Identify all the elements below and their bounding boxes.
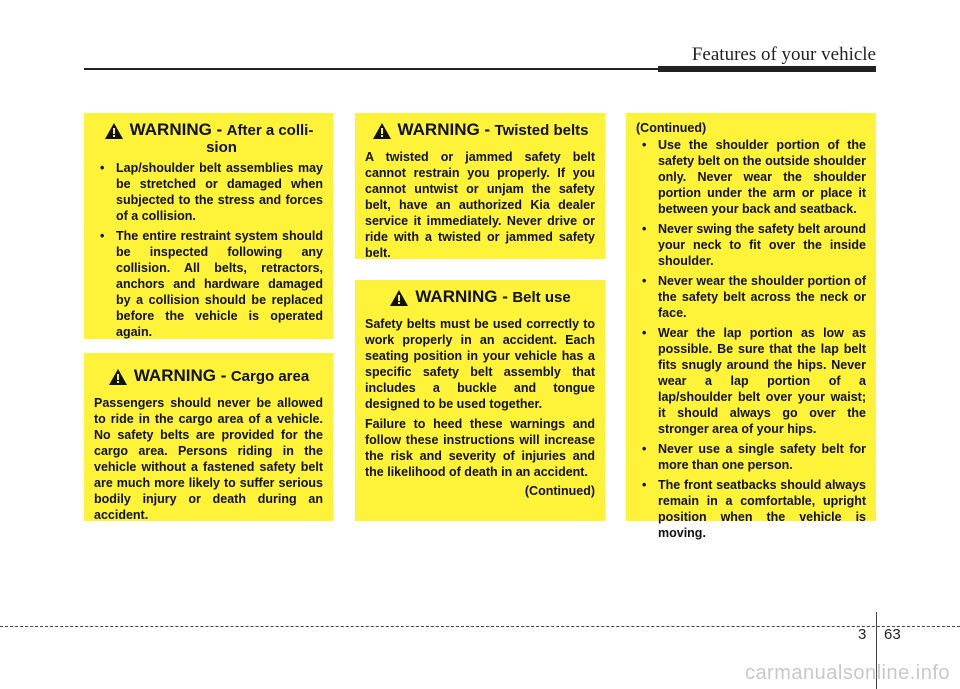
warning-subject: Twisted belts <box>494 122 589 139</box>
list-item: • Never use a single safety belt for more than one person. <box>636 441 866 473</box>
warning-title <box>94 367 323 391</box>
footer-dashed-rule <box>0 626 960 627</box>
header-rule-thick <box>658 66 876 72</box>
warning-word: WARNING - <box>129 120 223 139</box>
warning-body-paragraph: Failure to heed these warnings and follow these instructions will increase the risk and severity of injuries and the likelihood of death in an accident. <box>365 417 595 479</box>
list-item: • Use the shoulder portion of the safety belt on the outside shoulder only. Never wear the shoulder portion under the arm or place it between your back and seatback. <box>636 137 866 217</box>
list-item: • The entire restraint system should be inspected following any collision. All belts, retractors, anchors and hardware damaged by a collision should be replaced before the vehicle is operated again. <box>94 228 323 340</box>
warning-box-twisted-belts <box>355 113 605 259</box>
warning-body: A twisted or jammed safety belt cannot restrain you properly. If you cannot untwist or unjam the safety belt, have an authorized Kia dealer service it immediately. Never drive or ride with a twisted or jammed safety belt. <box>365 150 595 260</box>
warning-subject: Belt use <box>512 289 571 306</box>
warning-word: WARNING - <box>415 287 508 306</box>
warning-title <box>365 288 595 312</box>
warning-subject: After a colli- sion <box>206 122 314 156</box>
list-item: • Wear the lap portion as low as possible. Be sure that the lap belt fits snugly around the hips. Never wear a lap portion of a lap/shoulder belt over your waist; it should always go over the stronger area of your hips. <box>636 325 866 437</box>
warning-box-collision <box>84 113 333 339</box>
continued-label: (Continued) <box>524 484 595 498</box>
warning-word: WARNING - <box>133 366 227 385</box>
page-number: 63 <box>884 626 901 643</box>
list-item: • Never swing the safety belt around your neck to fit over the inside shoulder. <box>636 221 866 269</box>
warning-body-paragraph: Safety belts must be used correctly to work properly in an accident. Each seating position in your vehicle has a specific safety belt assembly that includes a buckle and tongue designed to be used together. <box>365 317 595 411</box>
chapter-number: 3 <box>858 626 867 643</box>
warning-box-belt-use <box>355 280 605 521</box>
warning-triangle-icon <box>389 289 409 312</box>
list-item: • Never wear the shoulder portion of the safety belt across the neck or face. <box>636 273 866 321</box>
continued-label: (Continued) <box>636 121 707 135</box>
list-item: • The front seatbacks should always remain in a comfortable, upright position when the vehicle is moving. <box>636 477 866 541</box>
warning-triangle-icon <box>108 368 128 391</box>
warning-body: Passengers should never be allowed to ride in the cargo area of a vehicle. No safety belts are provided for the cargo area. Persons riding in the vehicle without a fastened safety belt are much more likely to suffer serious bodily injury or death during an accident. <box>94 396 323 522</box>
warning-subject: Cargo area <box>230 368 310 385</box>
list-item: • Lap/shoulder belt assemblies may be stretched or damaged when subjected to the stress and forces of a collision. <box>94 160 323 224</box>
warning-box-cargo <box>84 353 333 521</box>
warning-box-continued <box>626 113 876 540</box>
warning-triangle-icon <box>372 122 392 145</box>
warning-triangle-icon <box>104 122 124 145</box>
watermark-text: carmanualsonline.info <box>744 662 950 684</box>
page-header-title: Features of your vehicle <box>691 44 876 65</box>
warning-title <box>94 121 323 156</box>
warning-title <box>365 121 595 145</box>
warning-word: WARNING - <box>397 120 491 139</box>
